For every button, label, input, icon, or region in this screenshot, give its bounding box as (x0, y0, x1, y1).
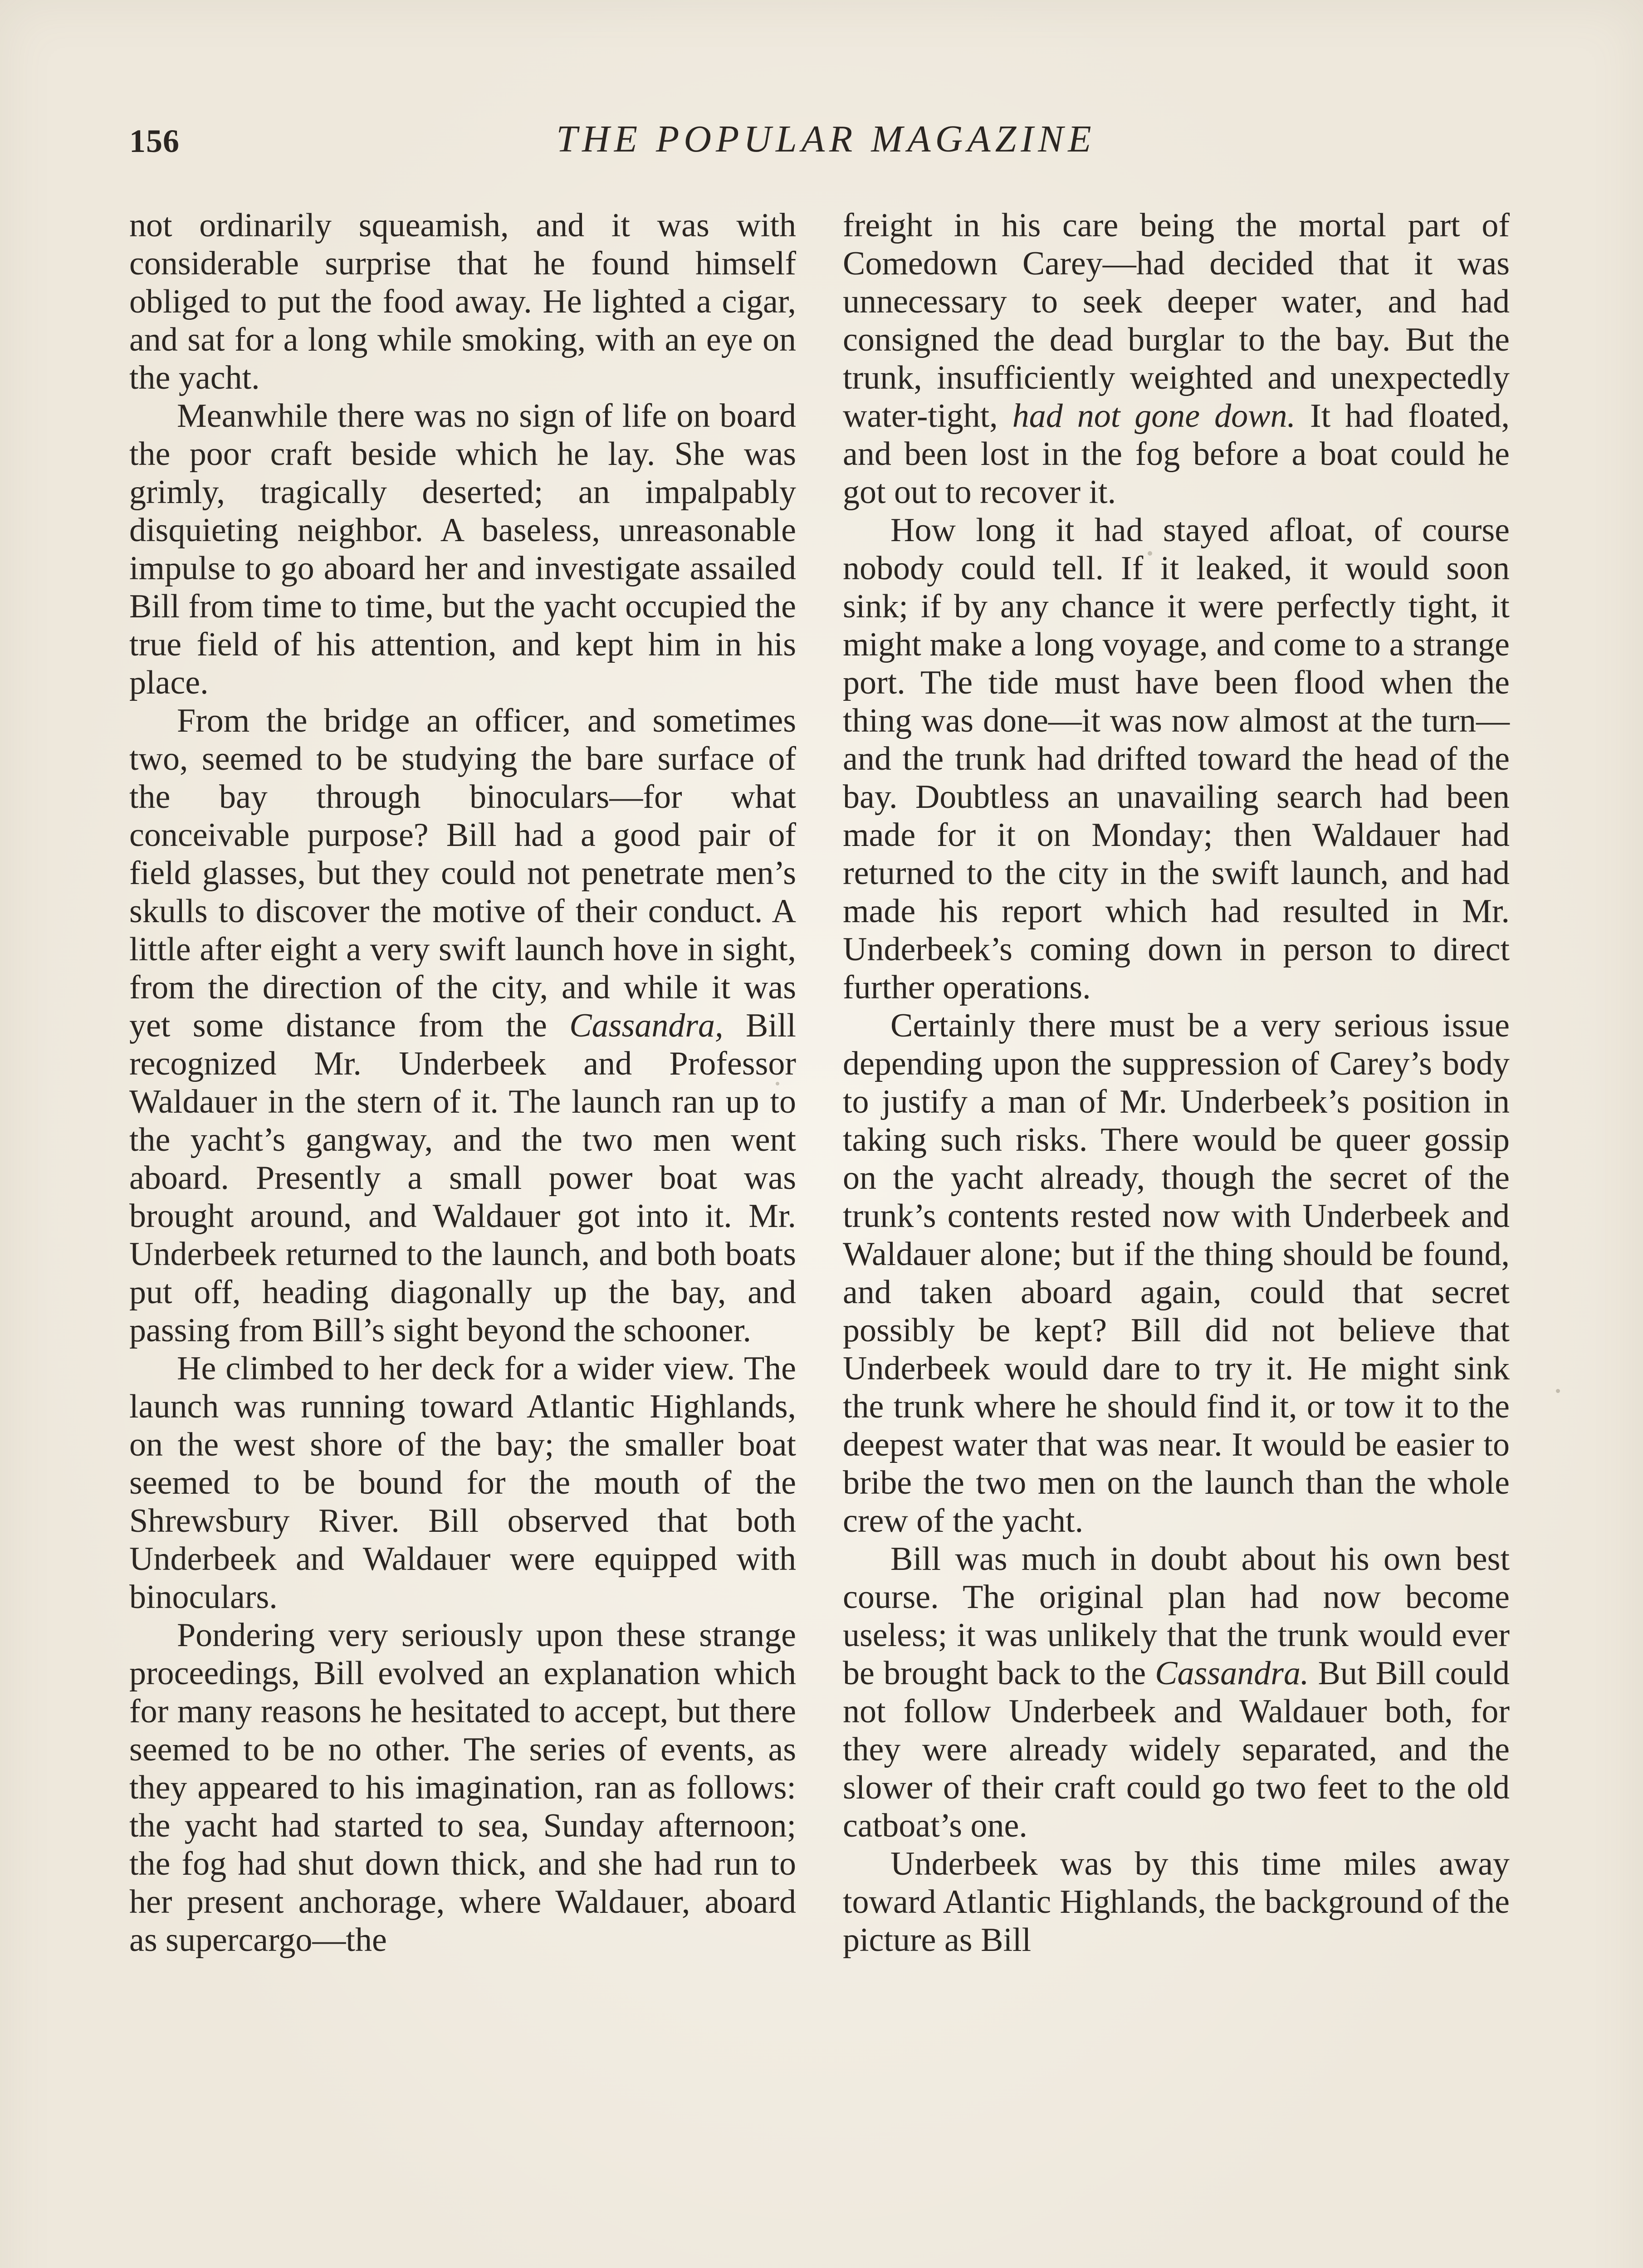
paragraph: From the bridge an officer, and sometimes two, seemed to be studying the bare surface of the bay through binoculars—for what conceivable purpose? Bill had a good pair of field glasses, but they could not penetrate men’s skulls to discover the motive of their conduct. A little after eight a very swift launch hove in sight, from the direction of the city, and while it was yet some distance from the Cassandra, Bill recognized Mr. Underbeek and Professor Waldauer in the stern of it. The launch ran up to the yacht’s gangway, and the two men went aboard. Presently a small power boat was brought around, and Waldauer got into it. Mr. Underbeek returned to the launch, and both boats put off, heading diagonally up the bay, and passing from Bill’s sight beyond the schooner. (129, 702, 796, 1349)
page-number: 156 (129, 123, 180, 159)
paragraph: Meanwhile there was no sign of life on board the poor craft beside which he lay. She was grimly, tragically deserted; an impalpably disquieting neighbor. A baseless, unreasonable impulse to go aboard her and investigate assailed Bill from time to time, but the yacht occupied the true field of his attention, and kept him in his place. (129, 397, 796, 701)
page-header (129, 113, 1523, 186)
paragraph: Underbeek was by this time miles away toward Atlantic Highlands, the background of the picture as Bill (843, 1845, 1510, 1959)
paragraph: not ordinarily squeamish, and it was with considerable surprise that he found himself obliged to put the food away. He lighted a cigar, and sat for a long while smoking, with an eye on the yacht. (129, 207, 796, 396)
paragraph: Bill was much in doubt about his own best course. The original plan had now become useless; it was unlikely that the trunk would ever be brought back to the Cassandra. But Bill could not follow Underbeek and Waldauer both, for they were already widely separated, and the slower of their craft could go two feet to the old catboat’s one. (843, 1540, 1510, 1844)
paper-speck (1556, 1389, 1560, 1393)
paper-speck (1148, 551, 1152, 556)
paragraph: freight in his care being the mortal part of Comedown Carey—had decided that it was unnecessary to seek deeper water, and had consigned the dead burglar to the bay. But the trunk, insufficiently weighted and unexpectedly water-tight, had not gone down. It had floated, and been lost in the fog before a boat could he got out to recover it. (843, 207, 1510, 511)
running-head: THE POPULAR MAGAZINE (556, 118, 1096, 160)
paragraph: Pondering very seriously upon these strange proceedings, Bill evolved an explanation which for many reasons he hesitated to accept, but there seemed to be no other. The series of events, as they appeared to his imagination, ran as follows: the yacht had started to sea, Sunday afternoon; the fog had shut down thick, and she had run to her present anchorage, where Waldauer, aboard as supercargo—the (129, 1617, 796, 1959)
paragraph: How long it had stayed afloat, of course nobody could tell. If it leaked, it would soon sink; if by any chance it were perfectly tight, it might make a long voyage, and come to a strange port. The tide must have been flood when the thing was done—it was now almost at the turn—and the trunk had drifted toward the head of the bay. Doubtless an unavailing search had been made for it on Monday; then Waldauer had returned to the city in the swift launch, and had made his report which had resulted in Mr. Underbeek’s coming down in person to direct further operations. (843, 512, 1510, 1006)
paragraph: He climbed to her deck for a wider view. The launch was running toward Atlantic Highlands, on the west shore of the bay; the smaller boat seemed to be bound for the mouth of the Shrewsbury River. Bill observed that both Underbeek and Waldauer were equipped with binoculars. (129, 1350, 796, 1616)
paper-speck (776, 1082, 779, 1085)
left-text-column (129, 206, 796, 1959)
paragraph: Certainly there must be a very serious issue depending upon the suppression of Carey’s body to justify a man of Mr. Underbeek’s position in taking such risks. There would be queer gossip on the yacht already, though the secret of the trunk’s contents rested now with Underbeek and Waldauer alone; but if the thing should be found, and taken aboard again, could that secret possibly be kept? Bill did not believe that Underbeek would dare to try it. He might sink the trunk where he should find it, or tow it to the deepest water that was near. It would be easier to bribe the two men on the launch than the whole crew of the yacht. (843, 1007, 1510, 1540)
right-text-column (843, 206, 1510, 1959)
